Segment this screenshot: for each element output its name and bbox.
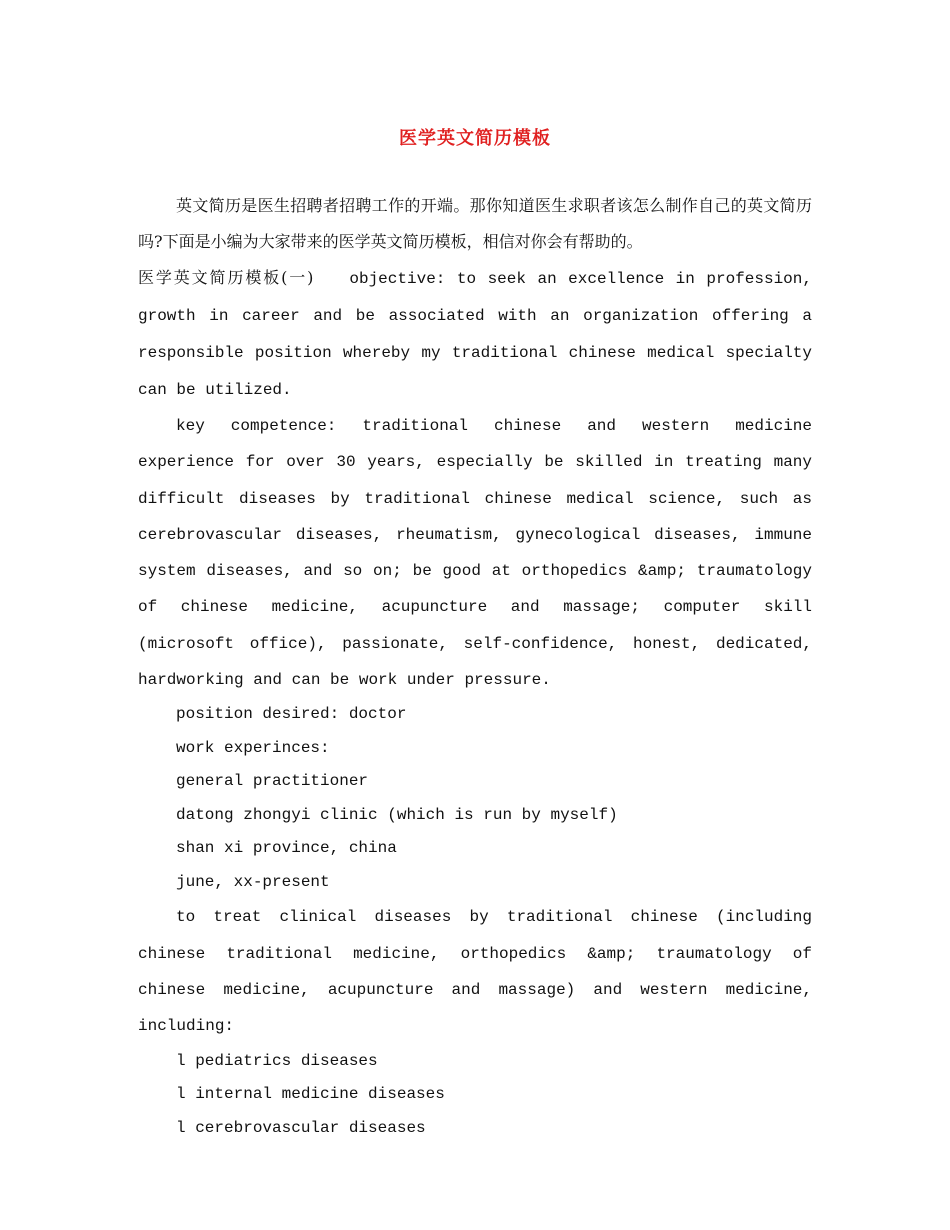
section-label: 医学英文简历模板(一) [138, 268, 314, 287]
position-desired: position desired: doctor [176, 705, 407, 724]
clinic-location: shan xi province, china [176, 839, 397, 858]
objective-text: objective: to seek an excellence in profession, growth in career and be associated with an organization offering a responsible position whereby my traditional chinese medical specialty can be utilized. [138, 270, 812, 399]
page-title: 医学英文简历模板 [399, 128, 551, 149]
job-title: general practitioner [176, 772, 369, 791]
document-body [138, 188, 812, 1145]
work-experiences-label: work experinces: [176, 738, 330, 757]
duties-paragraph: to treat clinical diseases by traditional chinese (including chinese traditional medicine, orthopedics &amp; traumatology of chinese medicine, acupuncture and massage) and western medicine, including: [138, 908, 812, 1036]
key-competence-paragraph: key competence: traditional chinese and western medicine experience for over 30 years, especially be skilled in treating many difficult diseases by traditional chinese medical science, such as cerebrovascular diseases, rheumatism, gynecological diseases, immune system diseases, and so on; be good at orthopedics &amp; traumatology of chinese medicine, acupuncture and massage; computer skill (microsoft office), passionate, self-confidence, honest, dedicated, hardworking and can be work under pressure. [138, 417, 812, 690]
list-item: l pediatrics diseases [176, 1051, 378, 1070]
intro-paragraph [138, 188, 812, 408]
intro-text: 英文简历是医生招聘者招聘工作的开端。那你知道医生求职者该怎么制作自己的英文简历吗?下面是小编为大家带来的医学英文简历模板，相信对你会有帮助的。 [138, 196, 812, 251]
clinic-name: datong zhongyi clinic (which is run by myself) [176, 805, 618, 824]
list-item: l cerebrovascular diseases [176, 1118, 426, 1137]
list-item: l internal medicine diseases [176, 1085, 445, 1104]
work-period: june, xx-present [176, 872, 330, 891]
